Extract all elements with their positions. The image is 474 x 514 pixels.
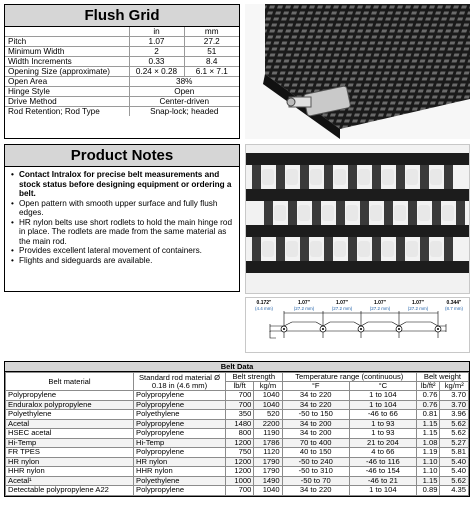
dim-pitch-4: 1.07" [411, 300, 425, 306]
cell-degc: 1 to 104 [349, 486, 416, 496]
spec-label: Drive Method [5, 97, 129, 107]
cell-rod: Polyethylene [134, 476, 226, 486]
table-row [6, 410, 469, 420]
col-weight: Belt weight [416, 373, 468, 382]
cell-kgm2: 5.62 [440, 476, 469, 486]
cell-kgm: 1786 [254, 438, 282, 448]
spec-row [5, 67, 239, 77]
spec-value-in: 2 [129, 47, 184, 57]
spec-title: Flush Grid [5, 5, 239, 27]
cell-material: Acetal¹ [6, 476, 134, 486]
cell-degf: -50 to 150 [282, 410, 349, 420]
spec-value-mm: 51 [184, 47, 239, 57]
cell-kgm: 1040 [254, 486, 282, 496]
cell-rod: Polypropylene [134, 429, 226, 439]
table-row [6, 391, 469, 401]
spec-label: Opening Size (approximate) [5, 67, 129, 77]
cell-degc: -46 to 21 [349, 476, 416, 486]
cell-kgm: 520 [254, 410, 282, 420]
spec-value: 38% [129, 77, 239, 87]
dim-pitch-3: 1.07" [373, 300, 387, 306]
belt-data-body [6, 391, 469, 496]
dim-pitch-mm-1: (27.2 mm) [293, 306, 315, 311]
dim-left-mm: (4.4 mm) [255, 306, 273, 311]
spec-value-mm: 27.2 [184, 37, 239, 47]
cell-kgm2: 5.62 [440, 429, 469, 439]
cell-material: Polyethylene [6, 410, 134, 420]
col-lbft2: lb/ft² [416, 382, 440, 391]
cell-material: Polypropylene [6, 391, 134, 401]
unit-mm: mm [184, 27, 239, 37]
list-item: • Contact Intralox for precise belt measurements and stock status before designing equipment or ordering a belt. [11, 170, 234, 199]
belt-data-table [5, 372, 469, 496]
cell-degf: -50 to 240 [282, 457, 349, 467]
spec-value-in: 0.33 [129, 57, 184, 67]
col-degf: °F [282, 382, 349, 391]
cell-material: Enduralox polypropylene [6, 400, 134, 410]
spec-label: Width Increments [5, 57, 129, 67]
cell-rod: Polypropylene [134, 391, 226, 401]
spec-table [5, 27, 239, 116]
spec-header-row [5, 27, 239, 37]
table-row [6, 429, 469, 439]
cell-lbft: 350 [226, 410, 254, 420]
spec-value: Snap-lock; headed [129, 107, 239, 117]
dim-left: 0.172" [256, 300, 272, 306]
cell-degc: 1 to 93 [349, 429, 416, 439]
spec-label: Rod Retention; Rod Type [8, 107, 100, 116]
cell-degc: 1 to 104 [349, 400, 416, 410]
cell-material: HSEC acetal [6, 429, 134, 439]
cell-degf: 34 to 200 [282, 429, 349, 439]
cell-kgm: 1040 [254, 391, 282, 401]
belt-data [4, 361, 470, 497]
cell-rod: Polypropylene [134, 448, 226, 458]
spec-value-mm: 8.4 [184, 57, 239, 67]
spec-row [5, 37, 239, 47]
cell-kgm2: 3.70 [440, 400, 469, 410]
cell-lbft: 700 [226, 391, 254, 401]
spec-label: Open Area [5, 77, 129, 87]
cell-lbft: 700 [226, 486, 254, 496]
list-item: • Provides excellent lateral movement of containers. [11, 246, 234, 256]
belt-illustration [245, 4, 470, 139]
cell-degf: -50 to 310 [282, 467, 349, 477]
cell-rod: Polypropylene [134, 419, 226, 429]
cell-rod: Polyethylene [134, 410, 226, 420]
cell-kgm: 1790 [254, 457, 282, 467]
spec-row [5, 47, 239, 57]
cell-kgm2: 5.81 [440, 448, 469, 458]
list-item: • Open pattern with smooth upper surface and fully flush edges. [11, 199, 234, 218]
cell-material: HR nylon [6, 457, 134, 467]
belt-photo [245, 4, 470, 139]
pitch-diagram [246, 298, 471, 354]
spec-value-mm: 6.1 × 7.1 [184, 67, 239, 77]
col-material: Belt material [6, 373, 134, 391]
spec-value: Open [129, 87, 239, 97]
cell-lbft: 800 [226, 429, 254, 439]
cell-lbft2: 0.76 [416, 391, 440, 401]
spec-label: Minimum Width [5, 47, 129, 57]
cell-rod: Polypropylene [134, 486, 226, 496]
notes-title: Product Notes [5, 145, 239, 167]
table-row [6, 419, 469, 429]
dim-right-mm: (8.7 mm) [445, 306, 463, 311]
dim-pitch-mm-2: (27.2 mm) [331, 306, 353, 311]
table-row [6, 486, 469, 496]
cell-degc: -46 to 66 [349, 410, 416, 420]
col-kgm: kg/m [254, 382, 282, 391]
list-item: • HR nylon belts use short rodlets to hold the main hinge rod in place. The rodlets are made from the same material as the main rod. [11, 218, 234, 247]
cell-lbft: 700 [226, 400, 254, 410]
cell-material: FR TPES [6, 448, 134, 458]
spec-value-in: 1.07 [129, 37, 184, 47]
table-row [6, 448, 469, 458]
cell-kgm2: 4.35 [440, 486, 469, 496]
dimension-drawing [245, 297, 470, 353]
cell-lbft2: 1.15 [416, 476, 440, 486]
spec-panel [4, 4, 240, 139]
cell-lbft2: 1.10 [416, 457, 440, 467]
spec-label: Pitch [5, 37, 129, 47]
dim-pitch-1: 1.07" [297, 300, 311, 306]
spec-row [5, 87, 239, 97]
spec-value-in: 0.24 × 0.28 [129, 67, 184, 77]
spec-row [5, 77, 239, 87]
table-row [6, 400, 469, 410]
cell-lbft2: 1.08 [416, 438, 440, 448]
cell-kgm: 1490 [254, 476, 282, 486]
spec-row [5, 107, 239, 117]
dim-pitch-mm-3: (27.2 mm) [369, 306, 391, 311]
spec-value: Center-driven [129, 97, 239, 107]
dim-pitch-2: 1.07" [335, 300, 349, 306]
cell-lbft: 1200 [226, 457, 254, 467]
dim-pitch-mm-4: (27.2 mm) [407, 306, 429, 311]
cell-lbft2: 1.15 [416, 429, 440, 439]
col-rod: Standard rod material Ø 0.18 in (4.6 mm) [134, 373, 226, 391]
cell-degf: 34 to 200 [282, 419, 349, 429]
cell-kgm2: 5.40 [440, 457, 469, 467]
col-temp: Temperature range (continuous) [282, 373, 416, 382]
cell-lbft2: 0.81 [416, 410, 440, 420]
cell-material: Detectable polypropylene A22 [6, 486, 134, 496]
col-lbft: lb/ft [226, 382, 254, 391]
cell-degc: 1 to 93 [349, 419, 416, 429]
notes-list [5, 167, 239, 265]
cell-lbft2: 0.89 [416, 486, 440, 496]
dim-right: 0.344" [446, 300, 462, 306]
cell-rod: HR nylon [134, 457, 226, 467]
cell-degc: -46 to 154 [349, 467, 416, 477]
product-notes [4, 144, 240, 292]
spec-row [5, 57, 239, 67]
cell-lbft2: 1.15 [416, 419, 440, 429]
cell-material: HHR nylon [6, 467, 134, 477]
cell-kgm: 1790 [254, 467, 282, 477]
cell-lbft2: 1.10 [416, 467, 440, 477]
page [4, 4, 470, 510]
belt-data-title: Belt Data [5, 362, 469, 372]
cell-rod: Polypropylene [134, 400, 226, 410]
cell-rod: HHR nylon [134, 467, 226, 477]
spec-label: Hinge Style [5, 87, 129, 97]
unit-in: in [129, 27, 184, 37]
cell-kgm: 1040 [254, 400, 282, 410]
belt-closeup-illustration [246, 145, 470, 294]
cell-degf: 34 to 220 [282, 400, 349, 410]
cell-degf: 40 to 150 [282, 448, 349, 458]
table-row [6, 438, 469, 448]
cell-kgm: 2200 [254, 419, 282, 429]
cell-lbft: 1000 [226, 476, 254, 486]
cell-material: Hi-Temp [6, 438, 134, 448]
col-strength: Belt strength [226, 373, 283, 382]
cell-lbft: 1200 [226, 467, 254, 477]
cell-degc: 4 to 66 [349, 448, 416, 458]
cell-degc: 21 to 204 [349, 438, 416, 448]
cell-degc: 1 to 104 [349, 391, 416, 401]
cell-kgm2: 5.62 [440, 419, 469, 429]
cell-kgm: 1120 [254, 448, 282, 458]
cell-lbft: 1200 [226, 438, 254, 448]
col-kgm2: kg/m² [440, 382, 469, 391]
cell-lbft: 750 [226, 448, 254, 458]
cell-kgm2: 3.96 [440, 410, 469, 420]
cell-material: Acetal [6, 419, 134, 429]
belt-closeup [245, 144, 470, 294]
spec-row [5, 97, 239, 107]
cell-lbft: 1480 [226, 419, 254, 429]
cell-degf: 34 to 220 [282, 486, 349, 496]
cell-lbft2: 1.19 [416, 448, 440, 458]
col-degc: °C [349, 382, 416, 391]
cell-degf: -50 to 70 [282, 476, 349, 486]
cell-kgm2: 5.40 [440, 467, 469, 477]
cell-kgm2: 3.70 [440, 391, 469, 401]
cell-degf: 70 to 400 [282, 438, 349, 448]
cell-kgm: 1190 [254, 429, 282, 439]
list-item: • Flights and sideguards are available. [11, 256, 234, 266]
cell-rod: Hi-Temp [134, 438, 226, 448]
table-row [6, 467, 469, 477]
cell-degf: 34 to 220 [282, 391, 349, 401]
cell-degc: -46 to 116 [349, 457, 416, 467]
cell-kgm2: 5.27 [440, 438, 469, 448]
cell-lbft2: 0.76 [416, 400, 440, 410]
